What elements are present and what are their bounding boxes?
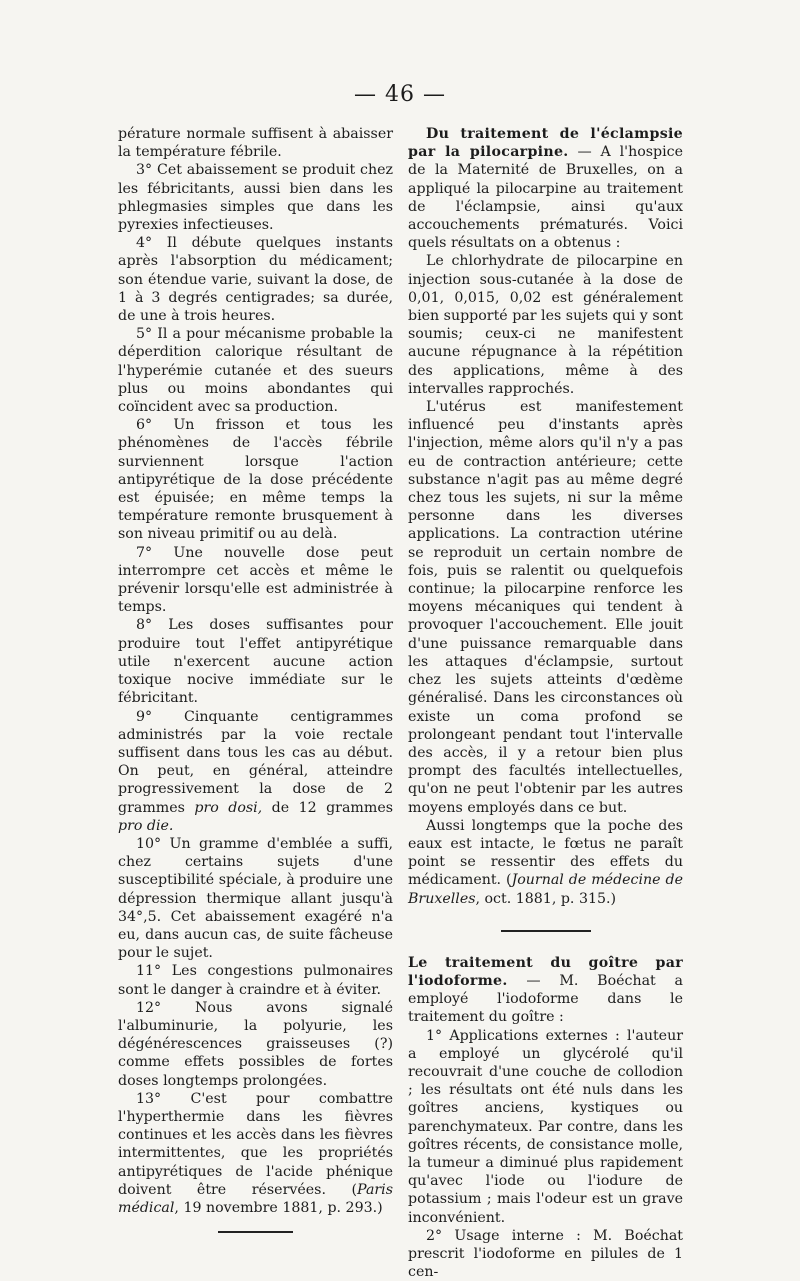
citation-details: , oct. 1881, p. 315.) [475,890,617,907]
right-column [408,125,683,1281]
citation-source: Journal de médecine de Bruxelles [408,872,683,907]
paragraph-text: 9° Cinquante centigrammes administrés par la voie rectale suffisent dans tous les cas au début. On peut, en général, atteindre progressivement la dose de 2 grammes [118,708,393,816]
paragraph-text: — A l'hospice de la Maternité de Bruxelles, on a appliqué la pilocarpine au traitement de l'éclampsie, ainsi qu'aux accouchements prématurés. Voici quels résultats on a obtenus : [408,144,683,252]
paragraph-text: 13° C'est pour combattre l'hyperthermie dans les fièvres continues et les accès dans les fièvres intermittentes, que les propriétés antipyrétiques de l'acide phénique doivent être réservées. ( [118,1090,393,1198]
paragraph [408,817,683,908]
separator-rule [218,1231,293,1233]
paragraph: 7° Une nouvelle dose peut interrompre cet accès et même le prévenir lorsqu'elle est administrée à temps. [118,544,393,616]
italic-term: pro dosi, [194,799,263,816]
article-intro [408,954,683,1027]
paragraph: 6° Un frisson et tous les phénomènes de l'accès fébrile surviennent lorsque l'action antipyrétique de la dose précédente est épuisée; en même temps la température remonte brusquement à son niveau primitif ou au delà. [118,417,393,543]
citation-details: , 19 novembre 1881, p. 293.) [174,1199,383,1216]
paragraph-text: — M. Boéchat a employé l'iodoforme dans le traitement du goître : [408,972,683,1026]
paragraph: 3° Cet abaissement se produit chez les fébricitants, aussi bien dans les phlegmasies simples que dans les pyrexies infectieuses. [118,162,393,234]
paragraph: Le chlorhydrate de pilocarpine en injection sous-cutanée à la dose de 0,01, 0,015, 0,02 est généralement bien supporté par les sujets qui y sont soumis; ceux-ci ne manifestent aucune répugnance à la répétition des applications, même à des intervalles rapprochés. [408,253,683,397]
paragraph: 8° Les doses suffisantes pour produire tout l'effet antipyrétique utile n'exercent aucune action toxique nocive immédiate sur le fébricitant. [118,617,393,707]
page-number: — 46 — [354,82,446,107]
paragraph: 1° Applications externes : l'auteur a employé un glycérolé qu'il recouvrait d'une couche de collodion ; les résultats ont été nuls dans les goîtres anciens, kystiques ou parenchymateux. Par contre, dans les goîtres récents, de consistance molle, la tumeur a diminué plus rapidement qu'avec l'iode ou l'iodure de potassium ; mais l'odeur est un grave inconvénient. [408,1027,683,1226]
paragraph [118,708,393,835]
citation-source: Paris médical [118,1181,393,1216]
article-intro [408,125,683,252]
paragraph [118,1090,393,1217]
paragraph: 12° Nous avons signalé l'albuminurie, la polyurie, les dégénérescences graisseuses (?) comme effets possibles de fortes doses longtemps prolongées. [118,999,393,1089]
article-heading: Du traitement de l'éclampsie par la pilocarpine. [408,126,683,161]
paragraph: L'utérus est manifestement influencé peu d'instants après l'injection, même alors qu'il n'y a pas eu de contraction antérieure; cette substance n'agit pas au même degré chez tous les sujets, ni sur la même personne dans les diverses applications. La contraction utérine se reproduit un certain nombre de fois, puis se ralentit ou quelquefois continue; la pilocarpine renforce les moyens mécaniques qui tendent à provoquer l'accouchement. Elle jouit d'une puissance remarquable dans les attaques d'éclampsie, surtout chez les sujets atteints d'œdème généralisé. Dans les circonstances où existe un coma profond se prolongeant pendant tout l'intervalle des accès, il y a retour bien plus prompt des facultés intellectuelles, qu'on ne peut l'obtenir par les autres moyens employés dans ce but. [408,399,683,816]
paragraph: 5° Il a pour mécanisme probable la déperdition calorique résultant de l'hyperémie cutanée et des sueurs plus ou moins abondantes qui coïncident avec sa production. [118,326,393,416]
paragraph: 2° Usage interne : M. Boéchat prescrit l'iodoforme en pilules de 1 cen- [408,1227,683,1281]
paragraph: 11° Les congestions pulmonaires sont le danger à craindre et à éviter. [118,963,393,998]
italic-term: pro die. [118,817,174,834]
paragraph-text: Aussi longtemps que la poche des eaux est intacte, le fœtus ne paraît point se ressentir des effets du médicament. ( [408,817,683,889]
paragraph: 4° Il débute quelques instants après l'absorption du médicament; son étendue varie, suivant la dose, de 1 à 3 degrés centigrades; sa durée, de une à trois heures. [118,235,393,325]
separator-rule [501,930,591,932]
paragraph: 10° Un gramme d'emblée a suffi, chez certains sujets d'une susceptibilité spéciale, à produire une dépression thermique allant jusqu'à 34°,5. Cet abaissement exagéré n'a eu, dans aucun cas, de suite fâcheuse pour le sujet. [118,835,393,962]
paragraph-text: de 12 grammes [271,799,394,816]
article-heading: Le traitement du goître par l'iodoforme. [408,954,683,989]
paragraph: pérature normale suffisent à abaisser la température fébrile. [118,126,393,161]
left-column [118,125,393,1233]
